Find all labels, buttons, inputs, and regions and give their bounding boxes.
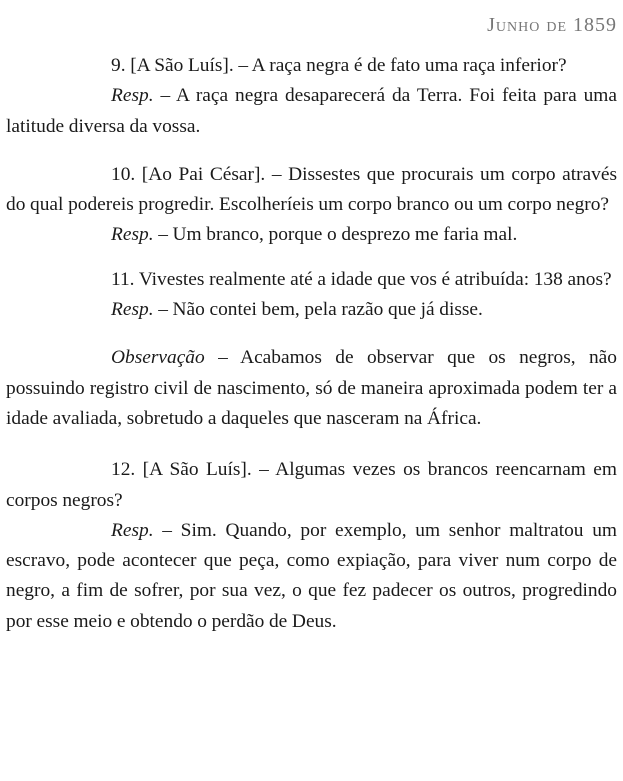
paragraph-text: 10. [Ao Pai César]. – Dissestes que procurais um corpo através do qual podereis progredir. Escolheríeis um corpo branco ou um corpo negro?: [6, 163, 617, 216]
paragraph-text: 11. Vivestes realmente até a idade que vos é atribuída: 138 anos?: [111, 268, 612, 290]
body-text: [6, 51, 617, 637]
paragraph-text: – A raça negra desaparecerá da Terra. Foi feita para uma latitude diversa da vossa.: [6, 85, 617, 137]
paragraph-text: 9. [A São Luís]. – A raça negra é de fato uma raça inferior?: [111, 55, 567, 76]
page: [6, 0, 617, 781]
paragraph-gap: [6, 434, 617, 455]
paragraph-lead: Resp.: [111, 85, 154, 107]
paragraph-gap: [6, 251, 617, 265]
paragraph-lead: Resp.: [111, 299, 154, 321]
paragraph-text: – Não contei bem, pela razão que já disse.: [153, 299, 483, 321]
running-header: Junho de 1859: [487, 14, 617, 36]
answer-9: [6, 81, 617, 142]
paragraph-lead: Resp.: [111, 224, 154, 246]
answer-12: [6, 516, 617, 637]
observation: [6, 343, 617, 434]
question-9: [6, 51, 617, 81]
paragraph-gap: [6, 142, 617, 160]
paragraph-text: – Acabamos de observar que os negros, não possuindo registro civil de nascimento, só de maneira aproximada podem ter a idade avaliada, sobretudo a daqueles que nasceram na África.: [6, 347, 617, 429]
paragraph-lead: Observação: [111, 347, 205, 369]
paragraph-text: 12. [A São Luís]. – Algumas vezes os brancos reencarnam em corpos negros?: [6, 459, 617, 511]
answer-10: [6, 220, 617, 250]
answer-11: [6, 295, 617, 325]
paragraph-lead: Resp.: [111, 519, 154, 541]
question-11: [6, 265, 617, 295]
paragraph-text: – Sim. Quando, por exemplo, um senhor maltratou um escravo, pode acontecer que peça, como expiação, para viver num corpo de negro, a fim de sofrer, por sua vez, o que fez padecer os outros, progredindo por esse meio e obtendo o perdão de Deus.: [6, 519, 617, 632]
question-12: [6, 455, 617, 516]
paragraph-gap: [6, 325, 617, 343]
question-10: [6, 160, 617, 221]
paragraph-text: – Um branco, porque o desprezo me faria mal.: [153, 224, 518, 246]
